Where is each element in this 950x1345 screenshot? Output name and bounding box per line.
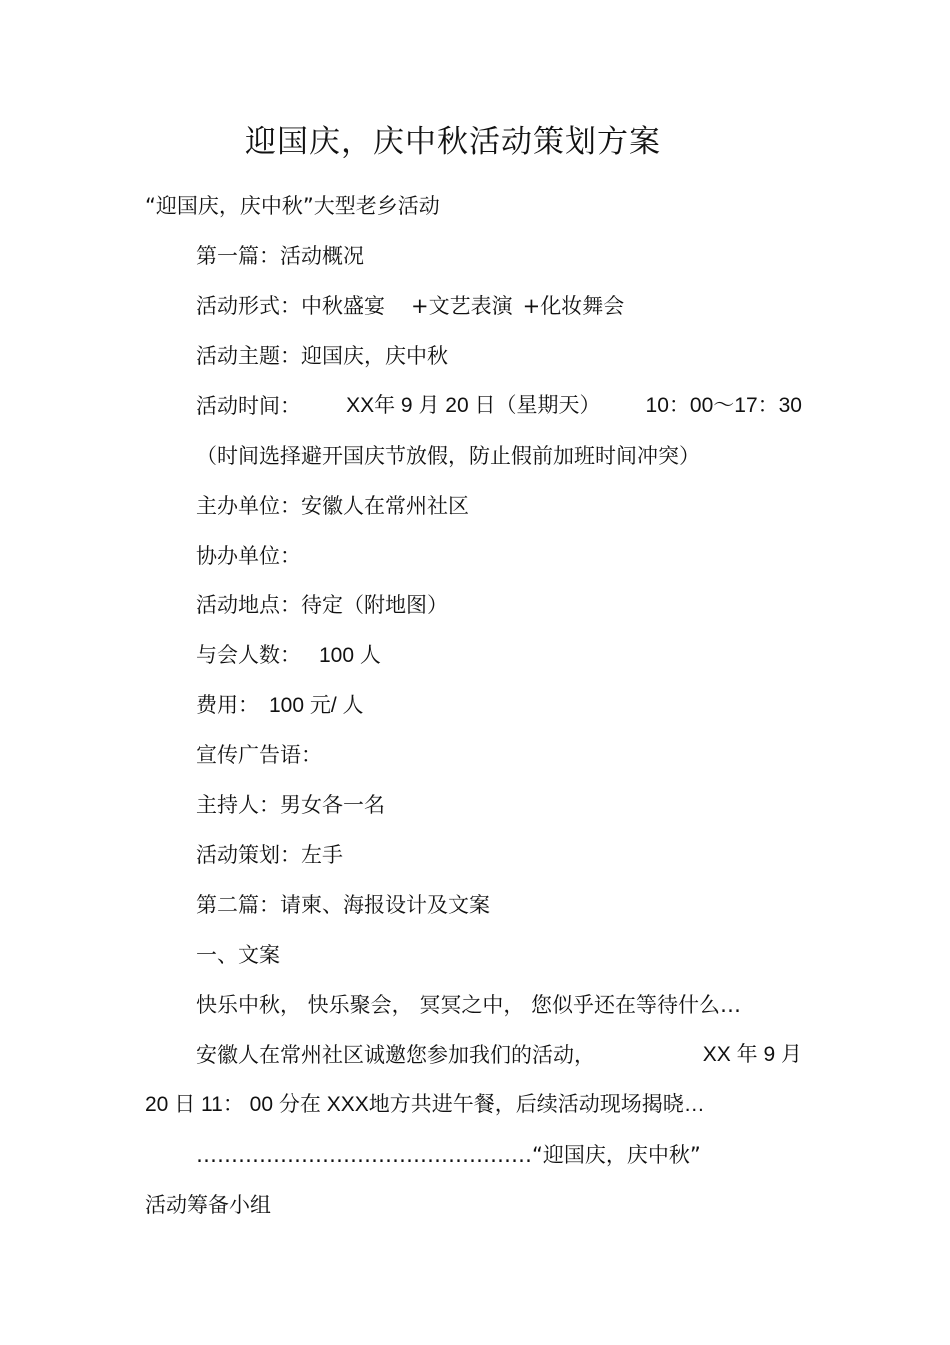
activity-time-range: 10：00～17：30: [645, 394, 802, 417]
activity-time-line: [196, 390, 802, 422]
activity-theme-line: 活动主题：迎国庆，庆中秋: [196, 344, 448, 368]
attendees-value: 100 人: [319, 644, 381, 667]
document-title: 迎国庆，庆中秋活动策划方案: [245, 124, 661, 160]
attendees-label: 与会人数：: [196, 643, 301, 667]
document-subtitle: “迎国庆，庆中秋”大型老乡活动: [145, 194, 440, 218]
signature-group: 活动筹备小组: [145, 1193, 271, 1217]
activity-time-note: （时间选择避开国庆节放假，防止假前加班时间冲突）: [196, 444, 700, 468]
copy-line-1: 快乐中秋， 快乐聚会， 冥冥之中， 您似乎还在等待什么…: [196, 993, 742, 1017]
co-organizer-line: 协办单位：: [196, 544, 301, 568]
activity-form-item-1: 中秋盛宴: [301, 294, 385, 318]
location-line: 活动地点：待定（附地图）: [196, 593, 448, 617]
signature-line: …………………………………………“迎国庆，庆中秋”: [196, 1143, 701, 1167]
copy-line-2-left: 安徽人在常州社区诚邀您参加我们的活动，: [196, 1043, 595, 1067]
slogan-line: 宣传广告语：: [196, 743, 322, 767]
attendees-line: [196, 639, 381, 672]
activity-form-label: 活动形式：: [196, 294, 301, 318]
activity-form-item-3: +化妆舞会: [522, 294, 625, 318]
activity-time-label: 活动时间：: [196, 394, 301, 418]
part2-heading: 第二篇：请柬、海报设计及文案: [196, 893, 490, 917]
copy-line-2: [196, 1039, 802, 1071]
hosts-line: 主持人：男女各一名: [196, 793, 385, 817]
cost-label: 费用：: [196, 693, 259, 717]
cost-line: [196, 689, 364, 722]
section1-heading: 一、文案: [196, 943, 280, 967]
cost-value: 100 元/ 人: [269, 694, 364, 717]
planner-line: 活动策划：左手: [196, 843, 343, 867]
part1-heading: 第一篇：活动概况: [196, 244, 364, 268]
activity-form-item-2: +文艺表演: [411, 294, 513, 318]
copy-line-3: 20 日 11： 00 分在 XXX地方共进午餐，后续活动现场揭晓…: [145, 1093, 705, 1116]
activity-time-value: XX年 9 月 20 日（星期天）: [346, 394, 601, 417]
activity-form-line: [196, 290, 624, 322]
organizer-line: 主办单位：安徽人在常州社区: [196, 494, 469, 518]
copy-line-2-right: XX 年 9 月: [702, 1043, 802, 1066]
